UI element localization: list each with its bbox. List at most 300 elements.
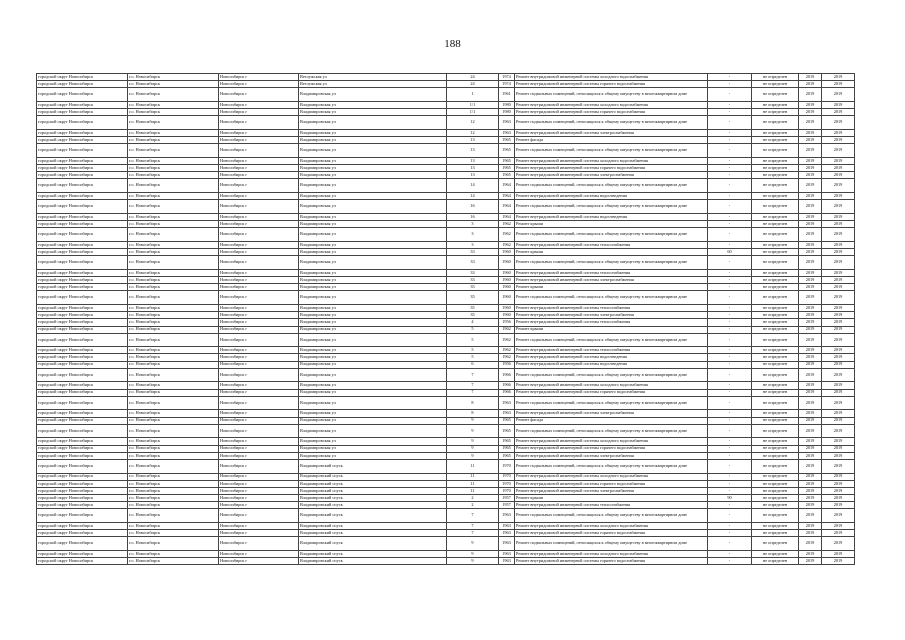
municipality-cell: г.о. Новосибирск xyxy=(128,200,219,214)
work-type-cell: Ремонт внутридомовой инженерной системы холодного водоснабжения xyxy=(515,523,708,530)
work-type-cell: Ремонт крыши xyxy=(515,249,708,256)
build-year-cell: 1965 xyxy=(499,438,515,445)
table-row xyxy=(37,319,855,326)
work-type-cell: Ремонт внутридомовой инженерной системы холодного водоснабжения xyxy=(515,382,708,389)
city-cell: Новосибирск г xyxy=(219,109,299,116)
year-to-cell: 2019 xyxy=(822,193,855,200)
house-cell: 7 xyxy=(447,530,499,537)
extent-cell: - xyxy=(708,319,752,326)
municipality-cell: г.о. Новосибирск xyxy=(128,144,219,158)
municipality-cell: г.о. Новосибирск xyxy=(128,249,219,256)
build-year-cell: 1970 xyxy=(499,480,515,487)
street-cell: Владимировская ул xyxy=(299,193,447,200)
build-year-cell: 1965 xyxy=(499,144,515,158)
year-from-cell: 2019 xyxy=(799,213,822,220)
build-year-cell: 1965 xyxy=(499,157,515,164)
extent-cell: - xyxy=(708,137,752,144)
work-type-cell: Ремонт крыши xyxy=(515,221,708,228)
house-cell: 4 xyxy=(447,319,499,326)
extent-cell: - xyxy=(708,276,752,283)
municipality-cell: г.о. Новосибирск xyxy=(128,116,219,130)
work-type-cell: Ремонт внутридомовой инженерной системы теплоснабжения xyxy=(515,347,708,354)
city-cell: Новосибирск г xyxy=(219,473,299,480)
municipality-cell: г.о. Новосибирск xyxy=(128,74,219,81)
work-type-cell: Ремонт внутридомовой инженерной системы водоотведения xyxy=(515,354,708,361)
house-cell: 35 xyxy=(447,291,499,305)
house-cell: 33 xyxy=(447,276,499,283)
work-type-cell: Ремонт внутридомовой инженерной системы электроснабжения xyxy=(515,312,708,319)
city-cell: Новосибирск г xyxy=(219,157,299,164)
district-cell: городской округ Новосибирск xyxy=(37,368,128,382)
table-row xyxy=(37,200,855,214)
build-year-cell: 1964 xyxy=(499,213,515,220)
house-cell: 8 xyxy=(447,396,499,410)
extent-cell: - xyxy=(708,410,752,417)
extent-cell: - xyxy=(708,241,752,248)
street-cell: Владимировская ул xyxy=(299,319,447,326)
house-cell: 11 xyxy=(447,480,499,487)
municipality-cell: г.о. Новосибирск xyxy=(128,389,219,396)
street-cell: Владимировская ул xyxy=(299,284,447,291)
municipality-cell: г.о. Новосибирск xyxy=(128,558,219,565)
status-cell: не определен xyxy=(752,410,799,417)
table-row xyxy=(37,445,855,452)
municipality-cell: г.о. Новосибирск xyxy=(128,382,219,389)
street-cell: Владимировская ул xyxy=(299,276,447,283)
street-cell: Владимировская ул xyxy=(299,452,447,459)
city-cell: Новосибирск г xyxy=(219,129,299,136)
year-from-cell: 2019 xyxy=(799,304,822,311)
street-cell: Владимировский спуск xyxy=(299,459,447,473)
extent-cell: - xyxy=(708,537,752,551)
extent-cell: 90 xyxy=(708,495,752,502)
street-cell: Владимировская ул xyxy=(299,165,447,172)
street-cell: Владимировская ул xyxy=(299,333,447,347)
status-cell: не определен xyxy=(752,284,799,291)
house-cell: 13 xyxy=(447,165,499,172)
build-year-cell: 1970 xyxy=(499,459,515,473)
street-cell: Владимировская ул xyxy=(299,200,447,214)
extent-cell: - xyxy=(708,551,752,558)
table-row xyxy=(37,537,855,551)
municipality-cell: г.о. Новосибирск xyxy=(128,452,219,459)
house-cell: 8 xyxy=(447,410,499,417)
year-to-cell: 2019 xyxy=(822,74,855,81)
district-cell: городской округ Новосибирск xyxy=(37,396,128,410)
year-to-cell: 2019 xyxy=(822,382,855,389)
city-cell: Новосибирск г xyxy=(219,438,299,445)
table-row xyxy=(37,74,855,81)
year-from-cell: 2019 xyxy=(799,333,822,347)
table-row xyxy=(37,101,855,108)
street-cell: Владимировская ул xyxy=(299,241,447,248)
status-cell: не определен xyxy=(752,530,799,537)
extent-cell: - xyxy=(708,530,752,537)
district-cell: городской округ Новосибирск xyxy=(37,389,128,396)
district-cell: городской округ Новосибирск xyxy=(37,502,128,509)
status-cell: не определен xyxy=(752,276,799,283)
extent-cell: - xyxy=(708,459,752,473)
district-cell: городской округ Новосибирск xyxy=(37,459,128,473)
municipality-cell: г.о. Новосибирск xyxy=(128,487,219,494)
work-type-cell: Ремонт подвальных помещений, относящихся к общему имуществу в многоквартирном доме xyxy=(515,88,708,102)
municipality-cell: г.о. Новосибирск xyxy=(128,509,219,523)
status-cell: не определен xyxy=(752,157,799,164)
house-cell: 7 xyxy=(447,368,499,382)
year-from-cell: 2019 xyxy=(799,452,822,459)
district-cell: городской округ Новосибирск xyxy=(37,256,128,270)
build-year-cell: 1974 xyxy=(499,74,515,81)
year-from-cell: 2019 xyxy=(799,137,822,144)
status-cell: не определен xyxy=(752,480,799,487)
house-cell: 9 xyxy=(447,424,499,438)
district-cell: городской округ Новосибирск xyxy=(37,319,128,326)
house-cell: 9 xyxy=(447,445,499,452)
table-row xyxy=(37,487,855,494)
build-year-cell: 1957 xyxy=(499,502,515,509)
table-row xyxy=(37,291,855,305)
district-cell: городской округ Новосибирск xyxy=(37,312,128,319)
table-row xyxy=(37,509,855,523)
year-from-cell: 2019 xyxy=(799,165,822,172)
street-cell: Владимировская ул xyxy=(299,101,447,108)
district-cell: городской округ Новосибирск xyxy=(37,438,128,445)
work-type-cell: Ремонт внутридомовой инженерной системы теплоснабжения xyxy=(515,269,708,276)
work-type-cell: Ремонт внутридомовой инженерной системы электроснабжения xyxy=(515,410,708,417)
district-cell: городской округ Новосибирск xyxy=(37,144,128,158)
year-from-cell: 2019 xyxy=(799,291,822,305)
status-cell: не определен xyxy=(752,382,799,389)
house-cell: 16 xyxy=(447,200,499,214)
year-from-cell: 2019 xyxy=(799,109,822,116)
work-type-cell: Ремонт подвальных помещений, относящихся к общему имуществу в многоквартирном доме xyxy=(515,179,708,193)
district-cell: городской округ Новосибирск xyxy=(37,129,128,136)
year-from-cell: 2019 xyxy=(799,221,822,228)
year-to-cell: 2019 xyxy=(822,530,855,537)
municipality-cell: г.о. Новосибирск xyxy=(128,291,219,305)
extent-cell: - xyxy=(708,502,752,509)
table-row xyxy=(37,368,855,382)
status-cell: не определен xyxy=(752,74,799,81)
house-cell: 14 xyxy=(447,179,499,193)
city-cell: Новосибирск г xyxy=(219,551,299,558)
work-type-cell: Ремонт внутридомовой инженерной системы горячего водоснабжения xyxy=(515,445,708,452)
city-cell: Новосибирск г xyxy=(219,396,299,410)
build-year-cell: 1960 xyxy=(499,312,515,319)
municipality-cell: г.о. Новосибирск xyxy=(128,473,219,480)
year-to-cell: 2019 xyxy=(822,276,855,283)
year-to-cell: 2019 xyxy=(822,361,855,368)
house-cell: 13 xyxy=(447,157,499,164)
year-to-cell: 2019 xyxy=(822,81,855,88)
city-cell: Новосибирск г xyxy=(219,269,299,276)
work-type-cell: Ремонт подвальных помещений, относящихся к общему имуществу в многоквартирном доме xyxy=(515,291,708,305)
year-to-cell: 2019 xyxy=(822,249,855,256)
city-cell: Новосибирск г xyxy=(219,319,299,326)
house-cell: 11 xyxy=(447,473,499,480)
street-cell: Владимировская ул xyxy=(299,312,447,319)
municipality-cell: г.о. Новосибирск xyxy=(128,438,219,445)
city-cell: Новосибирск г xyxy=(219,228,299,242)
municipality-cell: г.о. Новосибирск xyxy=(128,445,219,452)
year-to-cell: 2019 xyxy=(822,256,855,270)
work-type-cell: Ремонт внутридомовой инженерной системы теплоснабжения xyxy=(515,319,708,326)
work-type-cell: Ремонт подвальных помещений, относящихся к общему имуществу в многоквартирном доме xyxy=(515,537,708,551)
table-row xyxy=(37,172,855,179)
build-year-cell: 1960 xyxy=(499,269,515,276)
table-row xyxy=(37,523,855,530)
house-cell: 9 xyxy=(447,558,499,565)
year-from-cell: 2019 xyxy=(799,256,822,270)
year-to-cell: 2019 xyxy=(822,200,855,214)
municipality-cell: г.о. Новосибирск xyxy=(128,537,219,551)
municipality-cell: г.о. Новосибирск xyxy=(128,193,219,200)
year-from-cell: 2019 xyxy=(799,354,822,361)
extent-cell: - xyxy=(708,312,752,319)
house-cell: 3 xyxy=(447,221,499,228)
build-year-cell: 1962 xyxy=(499,354,515,361)
table-row xyxy=(37,502,855,509)
status-cell: не определен xyxy=(752,389,799,396)
build-year-cell: 1965 xyxy=(499,172,515,179)
house-cell: 9 xyxy=(447,551,499,558)
year-to-cell: 2019 xyxy=(822,319,855,326)
status-cell: не определен xyxy=(752,291,799,305)
city-cell: Новосибирск г xyxy=(219,480,299,487)
street-cell: Владимировский спуск xyxy=(299,502,447,509)
district-cell: городской округ Новосибирск xyxy=(37,361,128,368)
city-cell: Новосибирск г xyxy=(219,74,299,81)
city-cell: Новосибирск г xyxy=(219,333,299,347)
street-cell: Владимировская ул xyxy=(299,213,447,220)
extent-cell: - xyxy=(708,304,752,311)
district-cell: городской округ Новосибирск xyxy=(37,284,128,291)
district-cell: городской округ Новосибирск xyxy=(37,333,128,347)
house-cell: 13 xyxy=(447,172,499,179)
year-from-cell: 2019 xyxy=(799,157,822,164)
extent-cell: - xyxy=(708,291,752,305)
street-cell: Владимировская ул xyxy=(299,172,447,179)
status-cell: не определен xyxy=(752,361,799,368)
table-row xyxy=(37,558,855,565)
street-cell: Владимировский спуск xyxy=(299,537,447,551)
house-cell: 12 xyxy=(447,116,499,130)
city-cell: Новосибирск г xyxy=(219,165,299,172)
municipality-cell: г.о. Новосибирск xyxy=(128,495,219,502)
year-to-cell: 2019 xyxy=(822,509,855,523)
district-cell: городской округ Новосибирск xyxy=(37,509,128,523)
district-cell: городской округ Новосибирск xyxy=(37,445,128,452)
year-to-cell: 2019 xyxy=(822,101,855,108)
city-cell: Новосибирск г xyxy=(219,116,299,130)
house-cell: 33 xyxy=(447,269,499,276)
municipality-cell: г.о. Новосибирск xyxy=(128,354,219,361)
table-row xyxy=(37,179,855,193)
table-row xyxy=(37,129,855,136)
work-type-cell: Ремонт подвальных помещений, относящихся к общему имуществу в многоквартирном доме xyxy=(515,228,708,242)
table-row xyxy=(37,347,855,354)
work-type-cell: Ремонт внутридомовой инженерной системы электроснабжения xyxy=(515,276,708,283)
year-to-cell: 2019 xyxy=(822,326,855,333)
district-cell: городской округ Новосибирск xyxy=(37,269,128,276)
year-from-cell: 2019 xyxy=(799,276,822,283)
municipality-cell: г.о. Новосибирск xyxy=(128,424,219,438)
status-cell: не определен xyxy=(752,424,799,438)
house-cell: 13 xyxy=(447,137,499,144)
year-from-cell: 2019 xyxy=(799,389,822,396)
table-row xyxy=(37,333,855,347)
build-year-cell: 1963 xyxy=(499,551,515,558)
table-body xyxy=(37,74,855,565)
district-cell: городской округ Новосибирск xyxy=(37,551,128,558)
status-cell: не определен xyxy=(752,445,799,452)
year-to-cell: 2019 xyxy=(822,495,855,502)
status-cell: не определен xyxy=(752,523,799,530)
city-cell: Новосибирск г xyxy=(219,276,299,283)
city-cell: Новосибирск г xyxy=(219,284,299,291)
status-cell: не определен xyxy=(752,249,799,256)
year-from-cell: 2019 xyxy=(799,368,822,382)
extent-cell: - xyxy=(708,213,752,220)
municipality-cell: г.о. Новосибирск xyxy=(128,157,219,164)
municipality-cell: г.о. Новосибирск xyxy=(128,480,219,487)
street-cell: Ветлужская ул xyxy=(299,74,447,81)
extent-cell: - xyxy=(708,284,752,291)
house-cell: 3 xyxy=(447,241,499,248)
house-cell: 13 xyxy=(447,144,499,158)
table-row xyxy=(37,438,855,445)
district-cell: городской округ Новосибирск xyxy=(37,382,128,389)
table-row xyxy=(37,213,855,220)
city-cell: Новосибирск г xyxy=(219,389,299,396)
municipality-cell: г.о. Новосибирск xyxy=(128,179,219,193)
build-year-cell: 1963 xyxy=(499,558,515,565)
city-cell: Новосибирск г xyxy=(219,495,299,502)
house-cell: 7 xyxy=(447,523,499,530)
municipality-cell: г.о. Новосибирск xyxy=(128,129,219,136)
municipality-cell: г.о. Новосибирск xyxy=(128,326,219,333)
status-cell: не определен xyxy=(752,109,799,116)
status-cell: не определен xyxy=(752,558,799,565)
table-row xyxy=(37,284,855,291)
work-type-cell: Ремонт подвальных помещений, относящихся к общему имуществу в многоквартирном доме xyxy=(515,116,708,130)
street-cell: Владимировская ул xyxy=(299,157,447,164)
table-row xyxy=(37,480,855,487)
municipality-cell: г.о. Новосибирск xyxy=(128,312,219,319)
year-from-cell: 2019 xyxy=(799,382,822,389)
city-cell: Новосибирск г xyxy=(219,81,299,88)
house-cell: 2 xyxy=(447,495,499,502)
build-year-cell: 1964 xyxy=(499,200,515,214)
district-cell: городской округ Новосибирск xyxy=(37,179,128,193)
year-to-cell: 2019 xyxy=(822,284,855,291)
work-type-cell: Ремонт внутридомовой инженерной системы электроснабжения xyxy=(515,129,708,136)
extent-cell: - xyxy=(708,523,752,530)
house-cell: 9 xyxy=(447,452,499,459)
street-cell: Владимировская ул xyxy=(299,256,447,270)
work-type-cell: Ремонт внутридомовой инженерной системы горячего водоснабжения xyxy=(515,389,708,396)
street-cell: Владимировский спуск xyxy=(299,487,447,494)
work-type-cell: Ремонт подвальных помещений, относящихся к общему имуществу в многоквартирном доме xyxy=(515,509,708,523)
city-cell: Новосибирск г xyxy=(219,368,299,382)
municipality-cell: г.о. Новосибирск xyxy=(128,165,219,172)
year-from-cell: 2019 xyxy=(799,424,822,438)
street-cell: Владимировская ул xyxy=(299,347,447,354)
city-cell: Новосибирск г xyxy=(219,487,299,494)
extent-cell: - xyxy=(708,221,752,228)
municipality-cell: г.о. Новосибирск xyxy=(128,241,219,248)
extent-cell: - xyxy=(708,101,752,108)
municipality-cell: г.о. Новосибирск xyxy=(128,172,219,179)
street-cell: Владимировская ул xyxy=(299,361,447,368)
street-cell: Владимировский спуск xyxy=(299,523,447,530)
table-row xyxy=(37,81,855,88)
city-cell: Новосибирск г xyxy=(219,144,299,158)
build-year-cell: 1961 xyxy=(499,88,515,102)
status-cell: не определен xyxy=(752,347,799,354)
status-cell: не определен xyxy=(752,165,799,172)
status-cell: не определен xyxy=(752,473,799,480)
house-cell: 1/1 xyxy=(447,101,499,108)
street-cell: Владимировская ул xyxy=(299,109,447,116)
year-to-cell: 2019 xyxy=(822,304,855,311)
year-from-cell: 2019 xyxy=(799,502,822,509)
district-cell: городской округ Новосибирск xyxy=(37,88,128,102)
street-cell: Владимировская ул xyxy=(299,116,447,130)
year-to-cell: 2019 xyxy=(822,312,855,319)
year-to-cell: 2019 xyxy=(822,157,855,164)
year-from-cell: 2019 xyxy=(799,144,822,158)
extent-cell: - xyxy=(708,256,752,270)
district-cell: городской округ Новосибирск xyxy=(37,558,128,565)
city-cell: Новосибирск г xyxy=(219,241,299,248)
build-year-cell: 1963 xyxy=(499,509,515,523)
build-year-cell: 1963 xyxy=(499,116,515,130)
extent-cell: - xyxy=(708,333,752,347)
work-type-cell: Ремонт внутридомовой инженерной системы холодного водоснабжения xyxy=(515,551,708,558)
table-row xyxy=(37,396,855,410)
district-cell: городской округ Новосибирск xyxy=(37,537,128,551)
table-row xyxy=(37,116,855,130)
year-from-cell: 2019 xyxy=(799,74,822,81)
street-cell: Владимировская ул xyxy=(299,326,447,333)
house-cell: 14 xyxy=(447,193,499,200)
status-cell: не определен xyxy=(752,537,799,551)
table-row xyxy=(37,137,855,144)
municipality-cell: г.о. Новосибирск xyxy=(128,417,219,424)
municipality-cell: г.о. Новосибирск xyxy=(128,101,219,108)
street-cell: Владимировская ул xyxy=(299,410,447,417)
year-to-cell: 2019 xyxy=(822,424,855,438)
municipality-cell: г.о. Новосибирск xyxy=(128,304,219,311)
work-type-cell: Ремонт крыши xyxy=(515,284,708,291)
district-cell: городской округ Новосибирск xyxy=(37,249,128,256)
year-from-cell: 2019 xyxy=(799,269,822,276)
year-to-cell: 2019 xyxy=(822,438,855,445)
year-to-cell: 2019 xyxy=(822,487,855,494)
status-cell: не определен xyxy=(752,326,799,333)
municipality-cell: г.о. Новосибирск xyxy=(128,269,219,276)
extent-cell: 60 xyxy=(708,249,752,256)
build-year-cell: 1962 xyxy=(499,333,515,347)
house-cell: 1 xyxy=(447,88,499,102)
year-to-cell: 2019 xyxy=(822,473,855,480)
city-cell: Новосибирск г xyxy=(219,410,299,417)
house-cell: 2 xyxy=(447,502,499,509)
table-row xyxy=(37,88,855,102)
status-cell: не определен xyxy=(752,319,799,326)
street-cell: Владимировская ул xyxy=(299,304,447,311)
